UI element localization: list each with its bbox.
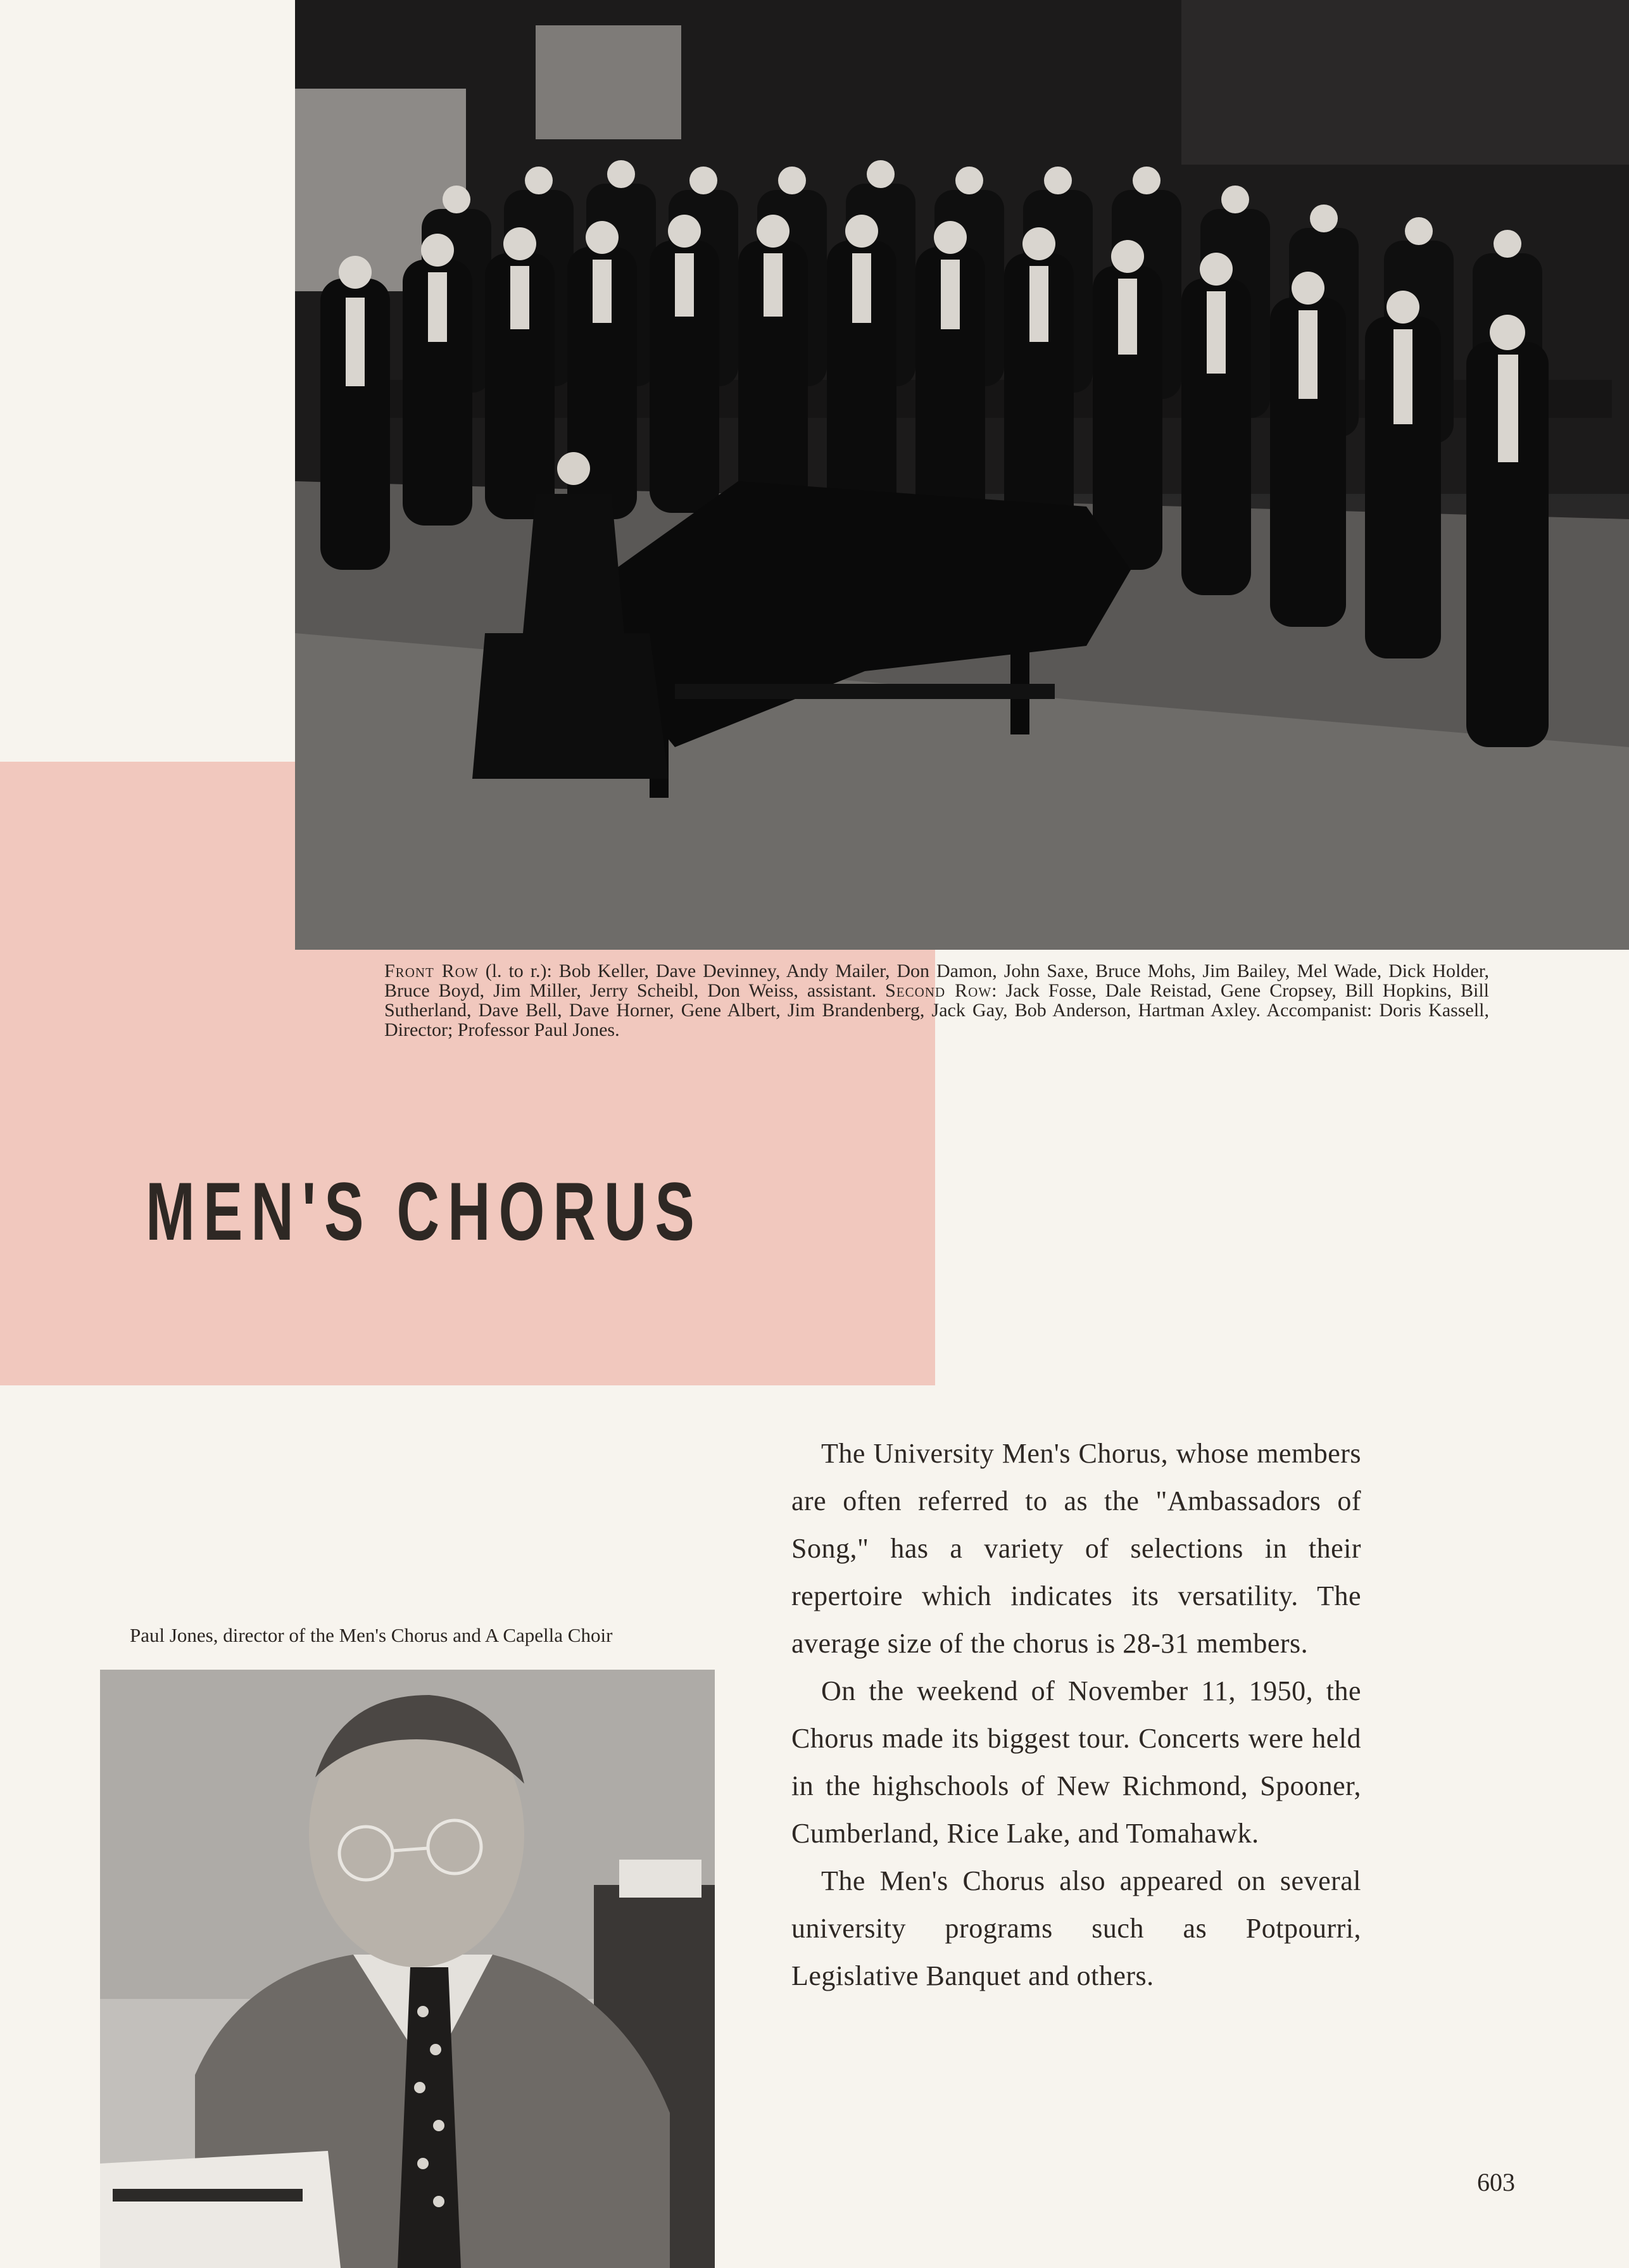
body-paragraph: The Men's Chorus also appeared on several university programs such as Potpourri, Legislative Banquet and others. <box>791 1865 1361 1991</box>
caption-front-row-names: (l. to r.): Bob Keller, Dave Devinney, Andy Mailer, Don Damon, John Saxe, Bruce Mohs, Jim Bailey, Mel Wade, Dick Holder, Bruce Boyd, Jim Miller, Jerry Scheibl, Don Weiss, assistant. <box>384 961 1489 1001</box>
page-title: MEN'S CHORUS <box>146 1165 703 1257</box>
caption-front-row-label: Front Row <box>384 961 479 981</box>
portrait-illustration <box>100 1670 715 2268</box>
director-portrait-photo <box>100 1670 715 2268</box>
caption-second-row-label: Second Row <box>885 980 992 1001</box>
body-paragraph: The University Men's Chorus, whose members are often referred to as the "Ambassadors of Song," has a variety of selections in their repertoire which indicates its versatility. The average size of the chorus is 28-31 members. <box>791 1438 1361 1659</box>
body-paragraph: On the weekend of November 11, 1950, the Chorus made its biggest tour. Concerts were held in the highschools of New Richmond, Spooner, Cumberland, Rice Lake, and Tomahawk. <box>791 1675 1361 1849</box>
page-number: 603 <box>1477 2168 1515 2196</box>
article-body <box>791 1430 1361 2000</box>
portrait-caption: Paul Jones, director of the Men's Chorus and A Capella Choir <box>130 1624 613 1646</box>
group-photo <box>295 0 1629 950</box>
caption-second-row-names: : Jack Fosse, Dale Reistad, Gene Cropsey, Bill Hopkins, Bill Sutherland, Dave Bell, Dave Horner, Gene Albert, Jim Brandenberg, Jack Gay, Bob Anderson, Hartman Axley. Accompanist: Doris Kassell, Director; Professor Paul Jones. <box>384 980 1490 1040</box>
group-photo-caption <box>384 961 1489 1040</box>
group-photo-illustration <box>295 0 1629 950</box>
